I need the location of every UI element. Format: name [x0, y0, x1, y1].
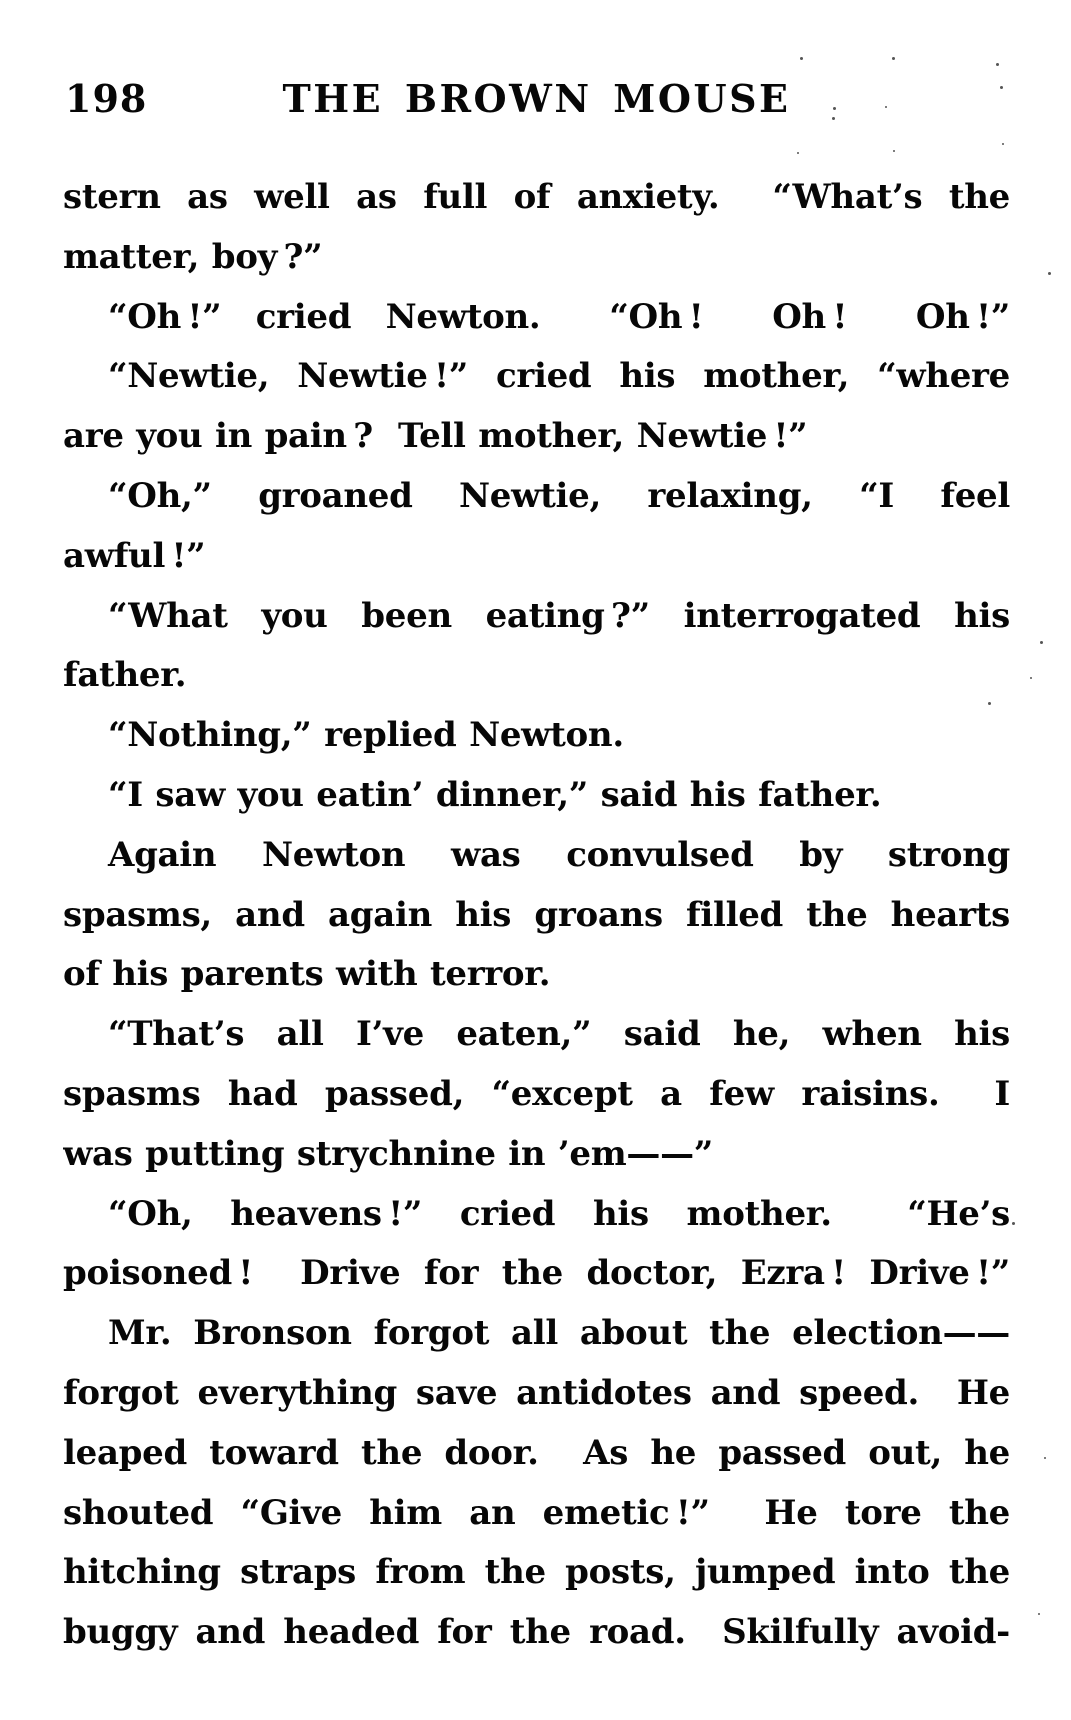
text-line: Mr. Bronson forgot all about the election—— [108, 1313, 1010, 1354]
text-line: buggy and headed for the road. Skilfully avoid- [63, 1612, 1010, 1653]
text-line: “Oh,” groaned Newtie, relaxing, “I feel [108, 475, 1010, 516]
text-line: poisoned ! Drive for the doctor, Ezra ! Drive !” [63, 1253, 1010, 1294]
scan-speck [885, 106, 887, 108]
text-line: father. [63, 655, 187, 696]
text-line: was putting strychnine in ’em——” [63, 1133, 714, 1174]
text-line: are you in pain ? Tell mother, Newtie !” [63, 416, 808, 457]
scan-speck [1048, 272, 1051, 275]
scan-speck [800, 57, 803, 60]
text-line: matter, boy ?” [63, 236, 323, 277]
scan-speck [832, 117, 835, 120]
scan-speck [1012, 1222, 1015, 1225]
scan-speck [988, 702, 991, 705]
scan-speck [1000, 86, 1003, 89]
text-line: “I saw you eatin’ dinner,” said his father. [108, 774, 882, 815]
running-title: THE BROWN MOUSE [282, 76, 791, 121]
text-line: spasms, and again his groans filled the hearts [63, 894, 1010, 935]
scan-speck [1030, 677, 1032, 679]
text-line: spasms had passed, “except a few raisins. I [63, 1073, 1010, 1114]
scan-speck [833, 107, 836, 110]
scan-speck [1038, 1613, 1040, 1615]
text-line: of his parents with terror. [63, 954, 551, 995]
scan-speck [892, 57, 895, 60]
text-line: awful !” [63, 535, 206, 576]
text-line: “Nothing,” replied Newton. [108, 715, 624, 756]
text-line: forgot everything save antidotes and speed. He [63, 1372, 1010, 1413]
scan-speck [1040, 641, 1043, 644]
text-line: shouted “Give him an emetic !” He tore the [63, 1492, 1010, 1533]
page-body [63, 168, 1010, 1663]
text-line: hitching straps from the posts, jumped into the [63, 1552, 1010, 1593]
running-head [63, 76, 1010, 122]
text-line: stern as well as full of anxiety. “What’s the [63, 177, 1010, 217]
scan-speck [1044, 1457, 1046, 1459]
scan-speck [893, 150, 895, 152]
text-line: leaped toward the door. As he passed out, he [63, 1432, 1010, 1473]
scan-speck [1002, 143, 1004, 145]
text-line: Again Newton was convulsed by strong [108, 834, 1010, 875]
text-line: “What you been eating ?” interrogated his [108, 595, 1010, 636]
text-line: “Oh !” cried Newton. “Oh ! Oh ! Oh !” [108, 296, 1010, 337]
scan-speck [797, 152, 799, 154]
text-line: “Oh, heavens !” cried his mother. “He’s [108, 1193, 1010, 1234]
page-number: 198 [65, 76, 148, 121]
scan-speck [996, 63, 999, 66]
text-line: “Newtie, Newtie !” cried his mother, “where [108, 356, 1010, 397]
text-line: “That’s all I’ve eaten,” said he, when his [108, 1014, 1010, 1055]
